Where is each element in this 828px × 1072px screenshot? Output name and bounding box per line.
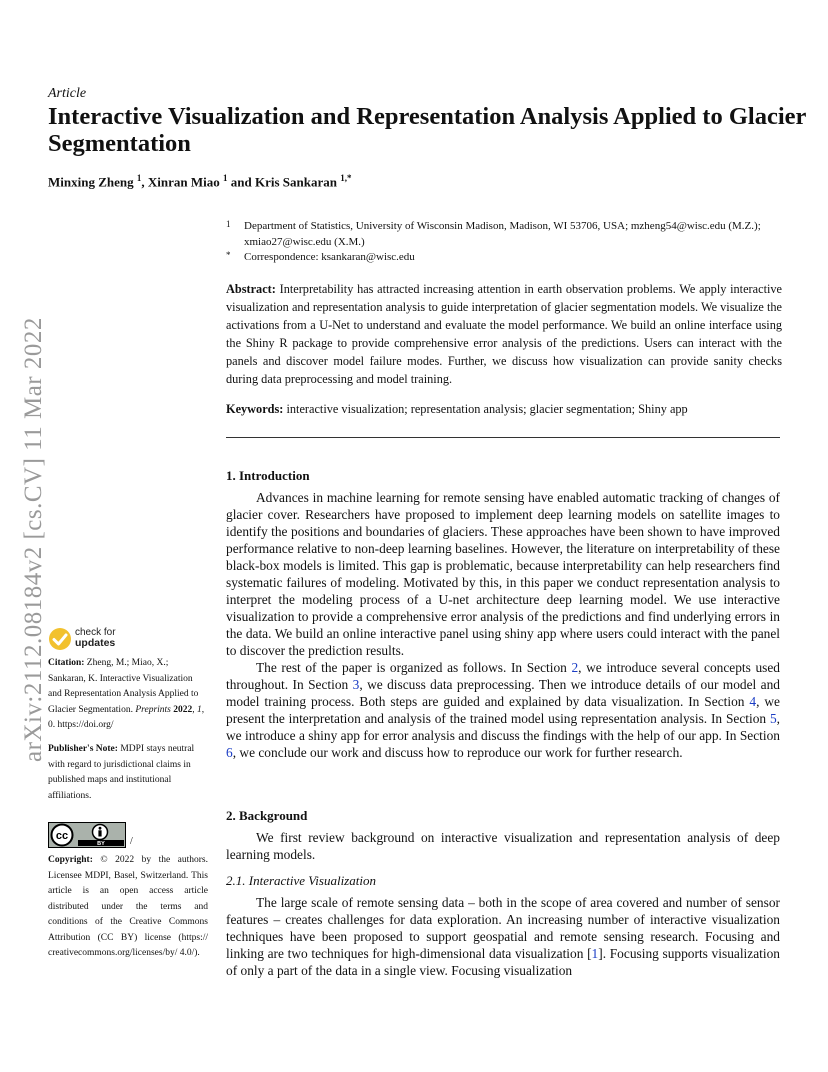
author-affiliation-mark: 1,* bbox=[340, 173, 352, 183]
text-run: , we discuss data preprocessing. Then we introduce details of our model and model training process. Both steps are guided and explained by data visualization. In Section bbox=[226, 677, 780, 709]
background-paragraph-2 bbox=[226, 894, 780, 979]
citation-ref-link[interactable]: 1 bbox=[591, 946, 599, 961]
author-affiliation-mark: 1 bbox=[136, 173, 142, 183]
citation-rest: , 0. https://doi.org/ bbox=[48, 704, 205, 730]
text-run: , we introduce several concepts used throughout. In Section bbox=[226, 660, 781, 692]
cc-by-license-badge[interactable] bbox=[48, 822, 126, 848]
text-run: The large scale of remote sensing data – both in the scope of area covered and number of sensor features – creates challenges for data exploration. An increasing number of interactive visualization techniques have been proposed to support geospatial and remote sensing research. Focusing and linking are two techniques for high-dimensional data visualization [ bbox=[226, 895, 780, 961]
affiliation-text: Department of Statistics, University of Wisconsin Madison, Madison, WI 53706, USA; mzheng54@wisc.edu (M.Z.); xmiao27@wisc.edu (X.M.) bbox=[244, 220, 761, 248]
by-text: BY bbox=[97, 841, 105, 848]
publisher-note bbox=[48, 742, 208, 804]
author-separator: , bbox=[141, 174, 148, 190]
section-ref-link[interactable]: 5 bbox=[769, 711, 777, 726]
affiliations bbox=[226, 219, 786, 266]
author-separator: and bbox=[227, 174, 255, 190]
section-heading: 1. Introduction bbox=[226, 468, 310, 483]
author-affiliation-mark: 1 bbox=[222, 173, 228, 183]
publisher-note-label: Publisher's Note: bbox=[48, 744, 118, 754]
affiliation-row bbox=[226, 219, 786, 250]
text-run: , we conclude our work and discuss how to reproduce our work for further research. bbox=[232, 745, 683, 760]
copyright-text: © 2022 by the authors. Licensee MDPI, Basel, Switzerland. This article is an open access article distributed under the terms and conditions of the Creative Commons Attribution (CC BY) license (https:// creativecommons.org/licenses/by/ 4.0/). bbox=[48, 855, 209, 958]
citation-volume: 1 bbox=[197, 704, 202, 715]
author-name: Minxing Zheng bbox=[48, 174, 134, 190]
citation-note: Citation: Zheng, M.; Miao, X.; Sankaran, K. Interactive Visualization and Representation Analysis Applied to Glacier Segmentation. Preprints 2022, 1, 0. https://doi.org/ bbox=[48, 658, 205, 730]
citation-year: 2022 bbox=[173, 704, 193, 715]
correspondence-row bbox=[226, 250, 786, 266]
abstract-label: Abstract: bbox=[226, 282, 276, 296]
author-name: Kris Sankaran bbox=[254, 174, 337, 190]
paper-title: Interactive Visualization and Representation Analysis Applied to Glacier Segmentation bbox=[48, 103, 806, 157]
cc-text: cc bbox=[55, 830, 69, 842]
abstract bbox=[226, 280, 782, 388]
cc-by-icon bbox=[48, 822, 126, 848]
text-run: The rest of the paper is organized as follows. In Section bbox=[256, 660, 572, 675]
check-for-updates-badge[interactable] bbox=[48, 626, 168, 652]
check-updates-line2: updates bbox=[75, 637, 116, 649]
section-introduction bbox=[226, 468, 780, 761]
abstract-divider bbox=[226, 437, 780, 438]
section-background bbox=[226, 808, 780, 979]
keywords-text: interactive visualization; representation analysis; glacier segmentation; Shiny app bbox=[286, 402, 688, 416]
citation-label: Citation: bbox=[48, 658, 85, 668]
background-paragraph-1: We first review background on interactive visualization and representation analysis of deep learning models. bbox=[226, 830, 780, 862]
intro-paragraph-2 bbox=[226, 659, 780, 761]
intro-paragraph-1: Advances in machine learning for remote sensing have enabled automatic tracking of changes of glacier cover. Researchers have proposed to implement deep learning models on satellite images to identify the positions and boundaries of glaciers. These approaches have been shown to have improved performance relative to non-deep learning baselines. However, the literature on interpretability of these black-box models is limited. This gap is problematic, because interpretability can help researchers find systematic failures of modeling. Motivated by this, in this paper we conduct representation analysis to interpret the modeling process of a U-net architecture deep learning model. We use interactive visualization to provide a comprehensive error analysis of the predictions and find underlying errors in the data. We build an online interactive panel using shiny app where users could interact with the panel to discover the prediction results. bbox=[226, 490, 780, 658]
section-heading: 2. Background bbox=[226, 808, 308, 823]
correspondence-marker: * bbox=[226, 250, 231, 260]
copyright-label: Copyright: bbox=[48, 855, 93, 865]
subsection-heading: 2.1. Interactive Visualization bbox=[226, 873, 376, 888]
publisher-note-text: MDPI stays neutral with regard to jurisdictional claims in published maps and institutional affiliations. bbox=[48, 744, 195, 801]
article-type-label: Article bbox=[48, 86, 87, 101]
author-list bbox=[48, 173, 351, 190]
correspondence-text: Correspondence: ksankaran@wisc.edu bbox=[244, 251, 415, 263]
text-run: , we introduce a shiny app for error analysis and discuss the findings with the help of our app. In Section bbox=[226, 711, 780, 743]
copyright-note bbox=[48, 853, 208, 962]
section-ref-link[interactable]: 2 bbox=[571, 660, 579, 675]
abstract-text: Interpretability has attracted increasing attention in earth observation problems. We apply interactive visualization and representation analysis to guide interpretation of glacier segmentation models. We visualize the activations from a U-Net to understand and evaluate the model performance. We build an online interface using the Shiny R package to provide comprehensive error analysis of the predictions. Users can interact with the panels and discover model failure modes. Further, we discuss how visualization can provide sanity checks during data preprocessing and model training. bbox=[226, 282, 783, 386]
citation-text: Zheng, M.; Miao, X.; Sankaran, K. Interactive Visualization and Representation Analysis Applied to Glacier Segmentation. bbox=[48, 658, 199, 715]
section-ref-link[interactable]: 3 bbox=[352, 677, 360, 692]
text-run: , we present the interpretation and analysis of the trained model using representation analysis. In Section bbox=[226, 694, 780, 726]
check-updates-line1: check for bbox=[75, 627, 116, 638]
author-name: Xinran Miao bbox=[147, 174, 220, 190]
check-updates-icon bbox=[48, 627, 72, 651]
keywords bbox=[226, 402, 782, 417]
section-ref-link[interactable]: 6 bbox=[226, 745, 233, 760]
keywords-label: Keywords: bbox=[226, 402, 284, 416]
citation-journal: Preprints bbox=[135, 704, 171, 715]
arxiv-stamp: arXiv:2112.08184v2 [cs.CV] 11 Mar 2022 bbox=[20, 317, 47, 762]
affiliation-marker: 1 bbox=[226, 219, 231, 229]
text-run: ]. Focusing supports visualization of only a part of the data in a single view. Focusing visualization bbox=[226, 946, 780, 978]
section-ref-link[interactable]: 4 bbox=[749, 694, 757, 709]
cc-slash: / bbox=[130, 836, 133, 847]
